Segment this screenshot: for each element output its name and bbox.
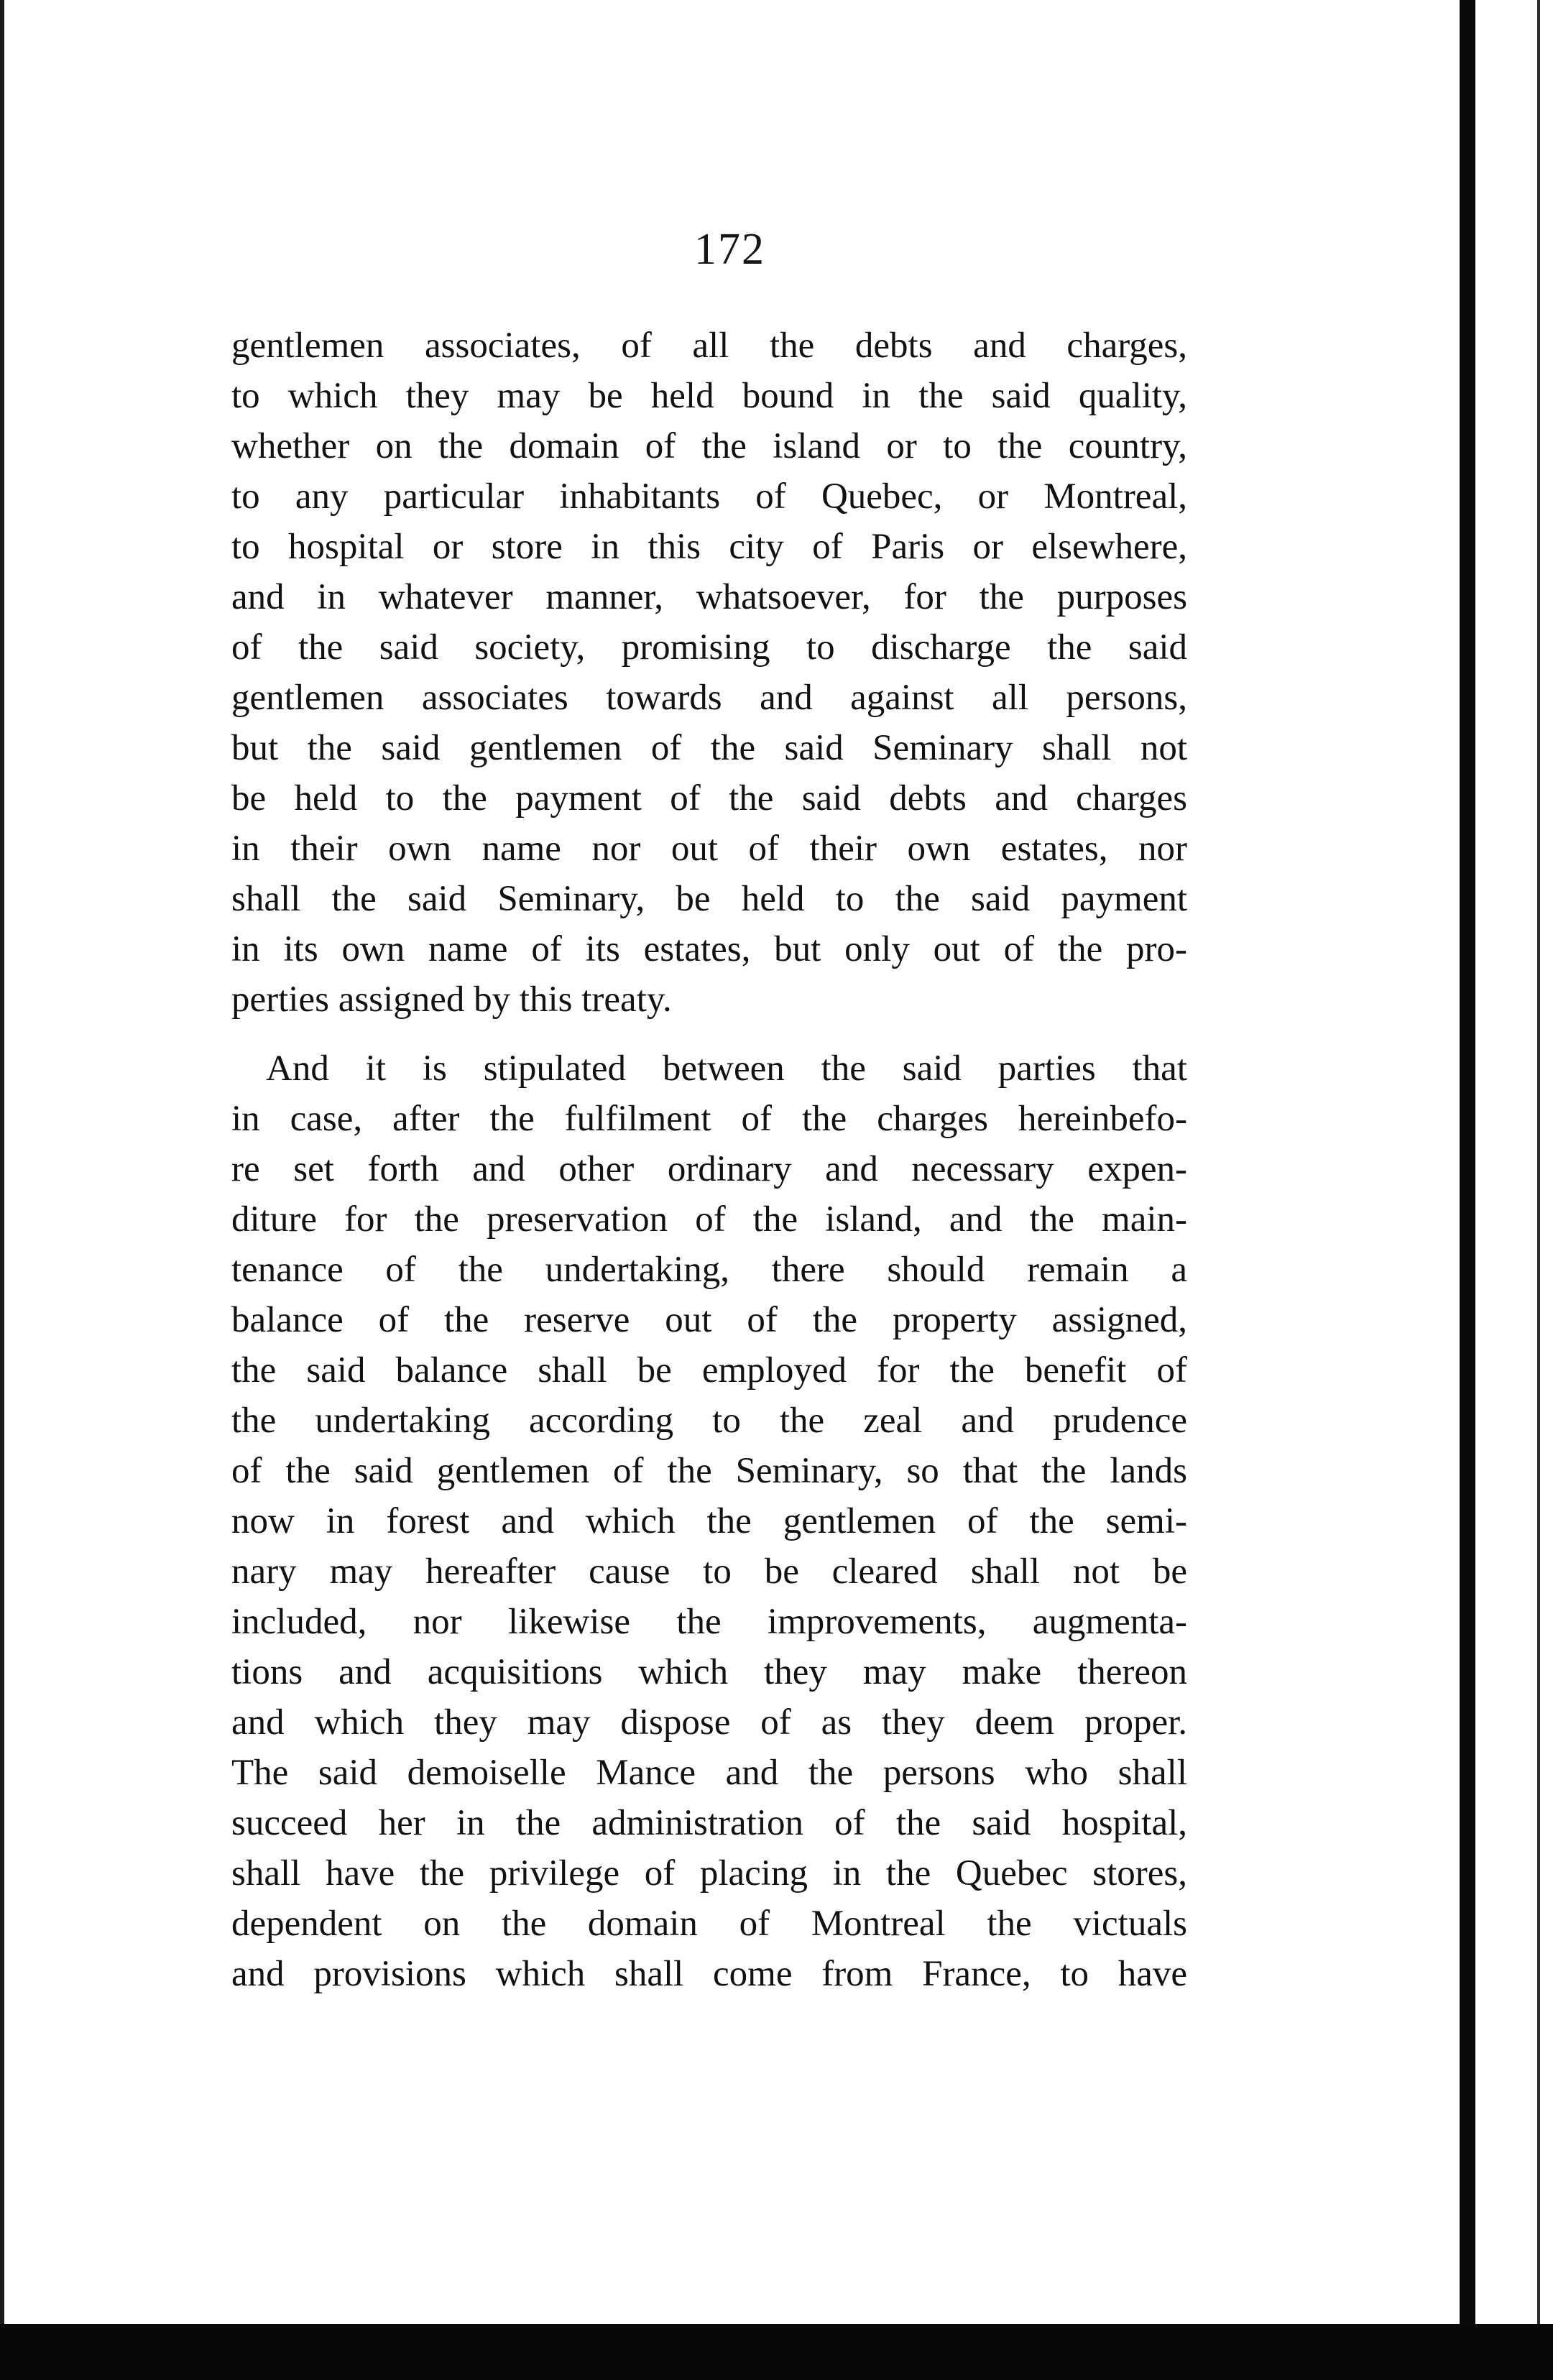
text-line: and which they may dispose of as they deem proper.: [231, 1702, 1187, 1743]
text-line: now in forest and which the gentlemen of the semi-: [231, 1501, 1187, 1541]
text-line: gentlemen associates, of all the debts and charges,: [231, 326, 1187, 366]
text-line: nary may hereafter cause to be cleared shall not be: [231, 1551, 1187, 1592]
text-line: but the said gentlemen of the said Seminary shall not: [231, 728, 1187, 768]
paragraph-2: [231, 1043, 1187, 1999]
text-line: the said balance shall be employed for the benefit of: [231, 1350, 1187, 1390]
text-line: to which they may be held bound in the said quality,: [231, 376, 1187, 416]
scan-edge-left: [0, 0, 4, 2380]
text-line: perties assigned by this treaty.: [231, 979, 672, 1020]
text-line: and provisions which shall come from France, to have: [231, 1954, 1187, 1994]
text-line: shall the said Seminary, be held to the said payment: [231, 879, 1187, 919]
text-line: tions and acquisitions which they may make thereon: [231, 1652, 1187, 1692]
text-line: shall have the privilege of placing in the Quebec stores,: [231, 1853, 1187, 1894]
page-number: 172: [694, 225, 765, 274]
text-line: gentlemen associates towards and against all persons,: [231, 678, 1187, 718]
text-line: of the said society, promising to discharge the said: [231, 627, 1187, 668]
text-line: whether on the domain of the island or to the country,: [231, 426, 1187, 466]
text-line: dependent on the domain of Montreal the victuals: [231, 1904, 1187, 1944]
scan-edge-bottom: [0, 2324, 1553, 2380]
text-line: And it is stipulated between the said parties that: [266, 1048, 1187, 1089]
text-line: re set forth and other ordinary and necessary expen-: [231, 1149, 1187, 1189]
text-line: The said demoiselle Mance and the persons who shall: [231, 1753, 1187, 1793]
paragraph-1: [231, 320, 1187, 1025]
text-line: of the said gentlemen of the Seminary, so that the lands: [231, 1451, 1187, 1491]
text-line: and in whatever manner, whatsoever, for the purposes: [231, 577, 1187, 617]
text-line: be held to the payment of the said debts and charges: [231, 778, 1187, 818]
binding-shadow: [1460, 0, 1475, 2380]
text-line: to hospital or store in this city of Paris or elsewhere,: [231, 527, 1187, 567]
text-line: in case, after the fulfilment of the charges hereinbefo-: [231, 1099, 1187, 1139]
scan-edge-line: [1537, 0, 1540, 2380]
text-line: balance of the reserve out of the property assigned,: [231, 1300, 1187, 1340]
text-line: to any particular inhabitants of Quebec, or Montreal,: [231, 476, 1187, 517]
text-line: in its own name of its estates, but only out of the pro-: [231, 929, 1187, 969]
text-line: diture for the preservation of the island, and the main-: [231, 1199, 1187, 1240]
body-text: [231, 320, 1187, 1999]
scan-edge-right: [1460, 0, 1553, 2380]
text-line: the undertaking according to the zeal and prudence: [231, 1401, 1187, 1441]
text-line: included, nor likewise the improvements, augmenta-: [231, 1602, 1187, 1642]
text-line: tenance of the undertaking, there should remain a: [231, 1250, 1187, 1290]
text-line: succeed her in the administration of the said hospital,: [231, 1803, 1187, 1843]
text-line: in their own name nor out of their own estates, nor: [231, 829, 1187, 869]
